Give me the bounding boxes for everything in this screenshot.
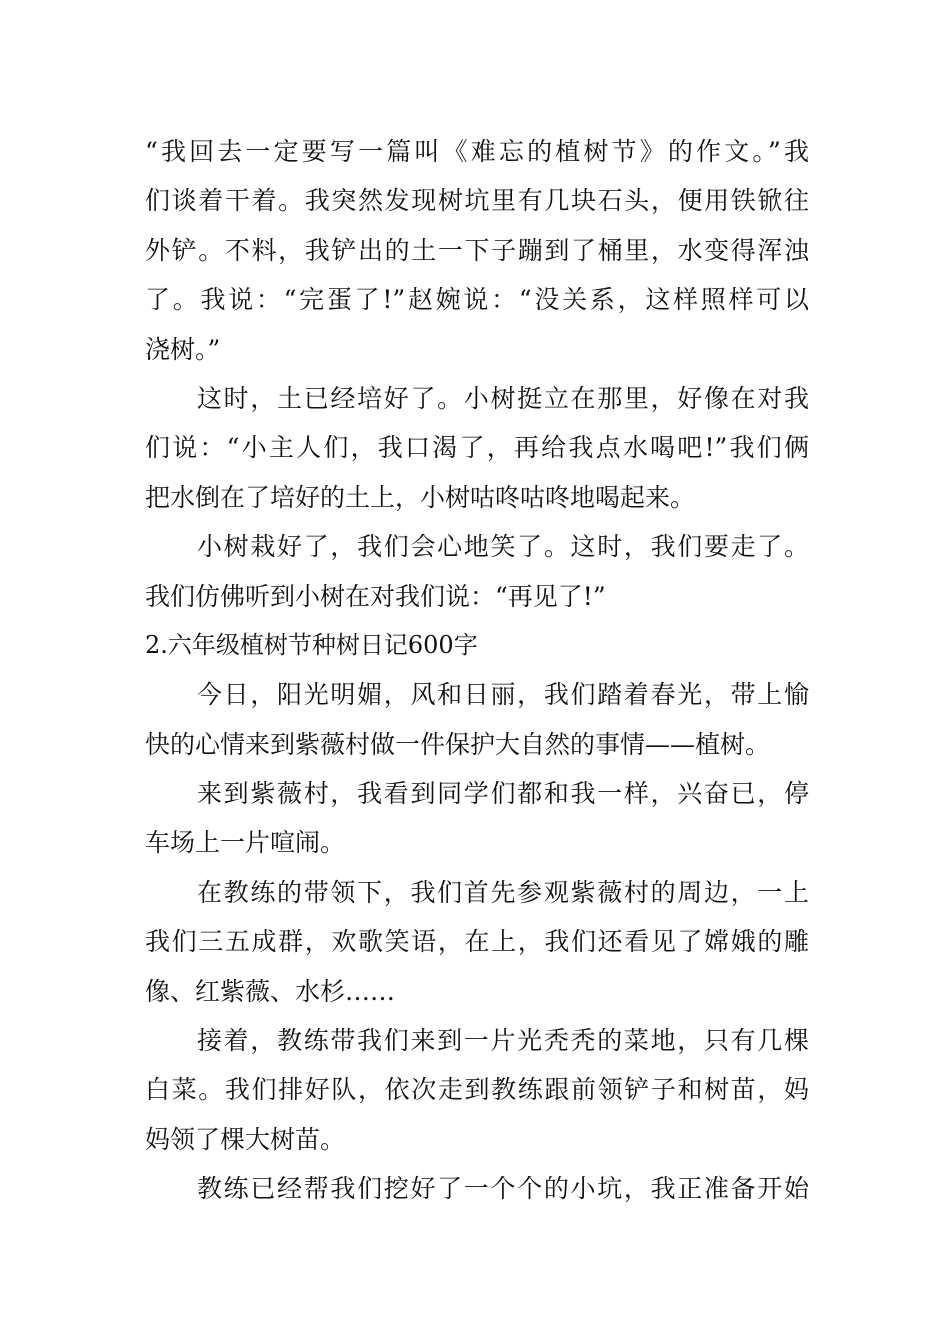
text-line: 了。我说：“完蛋了!”赵婉说：“没关系，这样照样可以 bbox=[145, 285, 809, 315]
text-line: 我们三五成群，欢歌笑语，在上，我们还看见了嫦娥的雕 bbox=[145, 927, 809, 957]
text-line: 外铲。不料，我铲出的土一下子蹦到了桶里，水变得浑浊 bbox=[145, 235, 809, 265]
paragraph bbox=[145, 868, 809, 1016]
text-line: 们说：“小主人们，我口渴了，再给我点水喝吧!”我们俩 bbox=[145, 433, 809, 463]
text-line: 接着，教练带我们来到一片光秃秃的菜地，只有几棵 bbox=[197, 1026, 809, 1056]
text-line: 白菜。我们排好队，依次走到教练跟前领铲子和树苗，妈 bbox=[145, 1075, 809, 1105]
text-line: “我回去一定要写一篇叫《难忘的植树节》的作文。”我 bbox=[145, 137, 809, 166]
text-line: 们谈着干着。我突然发现树坑里有几块石头，便用铁锨往 bbox=[145, 186, 809, 216]
paragraph bbox=[145, 769, 809, 868]
paragraph bbox=[145, 1164, 809, 1213]
text-line: 浇树。” bbox=[145, 334, 221, 364]
text-line: 今日，阳光明媚，风和日丽，我们踏着春光，带上愉 bbox=[197, 680, 809, 710]
text-line: 教练已经帮我们挖好了一个个的小坑，我正准备开始 bbox=[197, 1174, 809, 1204]
paragraph bbox=[145, 522, 809, 621]
paragraph-continuation bbox=[145, 127, 809, 374]
paragraph bbox=[145, 374, 809, 522]
heading-text: 2.六年级植树节种树日记600字 bbox=[145, 630, 478, 659]
text-line: 来到紫薇村，我看到同学们都和我一样，兴奋已，停 bbox=[197, 779, 809, 809]
text-line: 小树栽好了，我们会心地笑了。这时，我们要走了。 bbox=[197, 532, 809, 562]
text-line: 在教练的带领下，我们首先参观紫薇村的周边，一上 bbox=[197, 877, 809, 907]
document-body bbox=[145, 127, 809, 1214]
text-line: 快的心情来到紫薇村做一件保护大自然的事情——植树。 bbox=[145, 729, 771, 759]
paragraph bbox=[145, 670, 809, 769]
section-heading bbox=[145, 621, 809, 670]
text-line: 把水倒在了培好的土上，小树咕咚咕咚地喝起来。 bbox=[145, 482, 696, 512]
text-line: 妈领了棵大树苗。 bbox=[145, 1124, 346, 1154]
paragraph bbox=[145, 1016, 809, 1164]
text-line: 像、红紫薇、水杉…… bbox=[145, 976, 396, 1006]
text-line: 我们仿佛听到小树在对我们说：“再见了!” bbox=[145, 581, 606, 611]
text-line: 车场上一片喧闹。 bbox=[145, 828, 346, 858]
text-line: 这时，土已经培好了。小树挺立在那里，好像在对我 bbox=[197, 383, 809, 413]
